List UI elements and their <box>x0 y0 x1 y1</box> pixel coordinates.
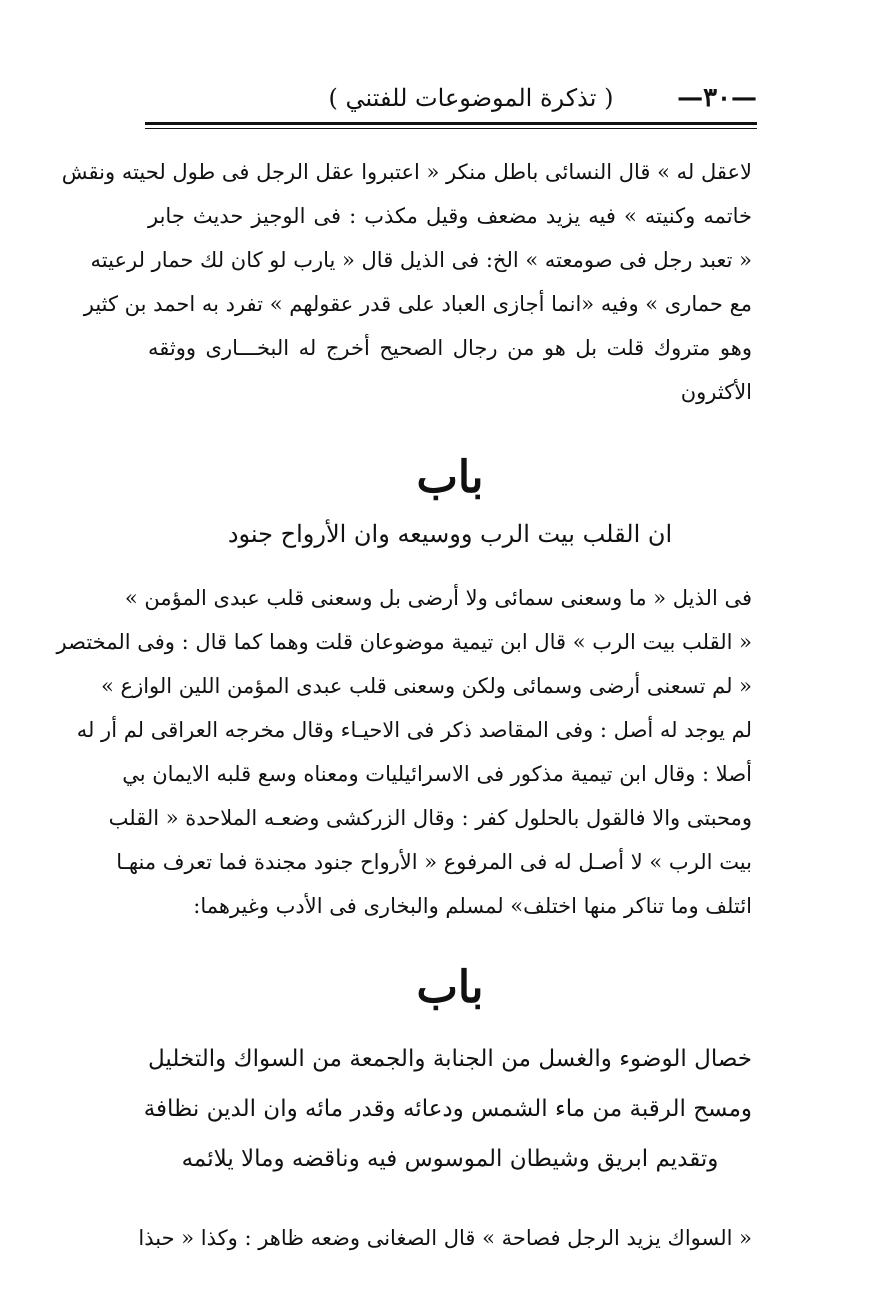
text-line: فى الذيل « ما وسعنى سمائى ولا أرضى بل وسعنى قلب عبدى المؤمن » <box>124 586 752 610</box>
chapter-topic <box>143 1034 752 1184</box>
text-line: بيت الرب » لا أصـل له فى المرفوع « الأرواح جنود مجندة فما تعرف منهـا <box>116 850 752 874</box>
text-line: « تعبد رجل فى صومعته » الخ: فى الذيل قال « يارب لو كان لك حمار لرعيته <box>90 248 752 272</box>
text-line: « السواك يزيد الرجل فصاحة » قال الصغانى وضعه ظاهر : وكذا « حبذا <box>138 1226 752 1250</box>
chapter-heading: باب <box>416 452 484 503</box>
header-rule-thick <box>145 122 757 125</box>
chapter-heading: باب <box>416 962 484 1013</box>
text-line: الأكثرون <box>680 380 752 404</box>
text-line: ائتلف وما تناكر منها اختلف» لمسلم والبخارى فى الأدب وغيرهما: <box>193 894 752 918</box>
text-line: لم يوجد له أصل : وفى المقاصد ذكر فى الاحيـاء وقال مخرجه العراقى لم أر له <box>76 718 752 742</box>
text-line: « لم تسعنى أرضى وسمائى ولكن وسعنى قلب عبدى المؤمن اللين الوازع » <box>101 674 752 698</box>
page-number: —٣٠— <box>677 83 757 113</box>
text-line: ومحبتى والا فالقول بالحلول كفر : وقال الزركشى وضعـه الملاحدة « القلب <box>108 806 752 830</box>
topic-line: ومسح الرقبة من ماء الشمس ودعائه وقدر مائه وان الدين نظافة <box>143 1096 752 1122</box>
text-line: خاتمه وكنيته » فيه يزيد مضعف وقيل مكذب : فى الوجيز حديث جابر <box>148 204 752 228</box>
running-title: ( تذكرة الموضوعات للفتني ) <box>328 84 614 112</box>
chapter-subtitle: ان القلب بيت الرب ووسيعه وان الأرواح جنود <box>227 520 673 548</box>
text-line: أصلا : وقال ابن تيمية مذكور فى الاسرائيليات ومعناه وسع قلبه الايمان بي <box>122 762 752 786</box>
text-line: وهو متروك قلت بل هو من رجال الصحيح أخرج له البخـــارى ووثقه <box>148 336 752 360</box>
text-line: « القلب بيت الرب » قال ابن تيمية موضوعان قلت وهما كما قال : وفى المختصر <box>56 630 752 654</box>
topic-line: وتقديم ابريق وشيطان الموسوس فيه وناقضه ومالا يلائمه <box>181 1146 719 1172</box>
paragraph-continuation <box>61 150 752 414</box>
chapter-body <box>56 576 752 928</box>
header-rule-thin <box>145 128 757 129</box>
topic-line: خصال الوضوء والغسل من الجنابة والجمعة من السواك والتخليل <box>148 1046 752 1072</box>
running-header <box>145 78 757 118</box>
text-line: لاعقل له » قال النسائى باطل منكر « اعتبروا عقل الرجل فى طول لحيته ونقش <box>61 160 752 184</box>
text-line: مع حمارى » وفيه «انما أجازى العباد على قدر عقولهم » تفرد به احمد بن كثير <box>83 292 752 316</box>
